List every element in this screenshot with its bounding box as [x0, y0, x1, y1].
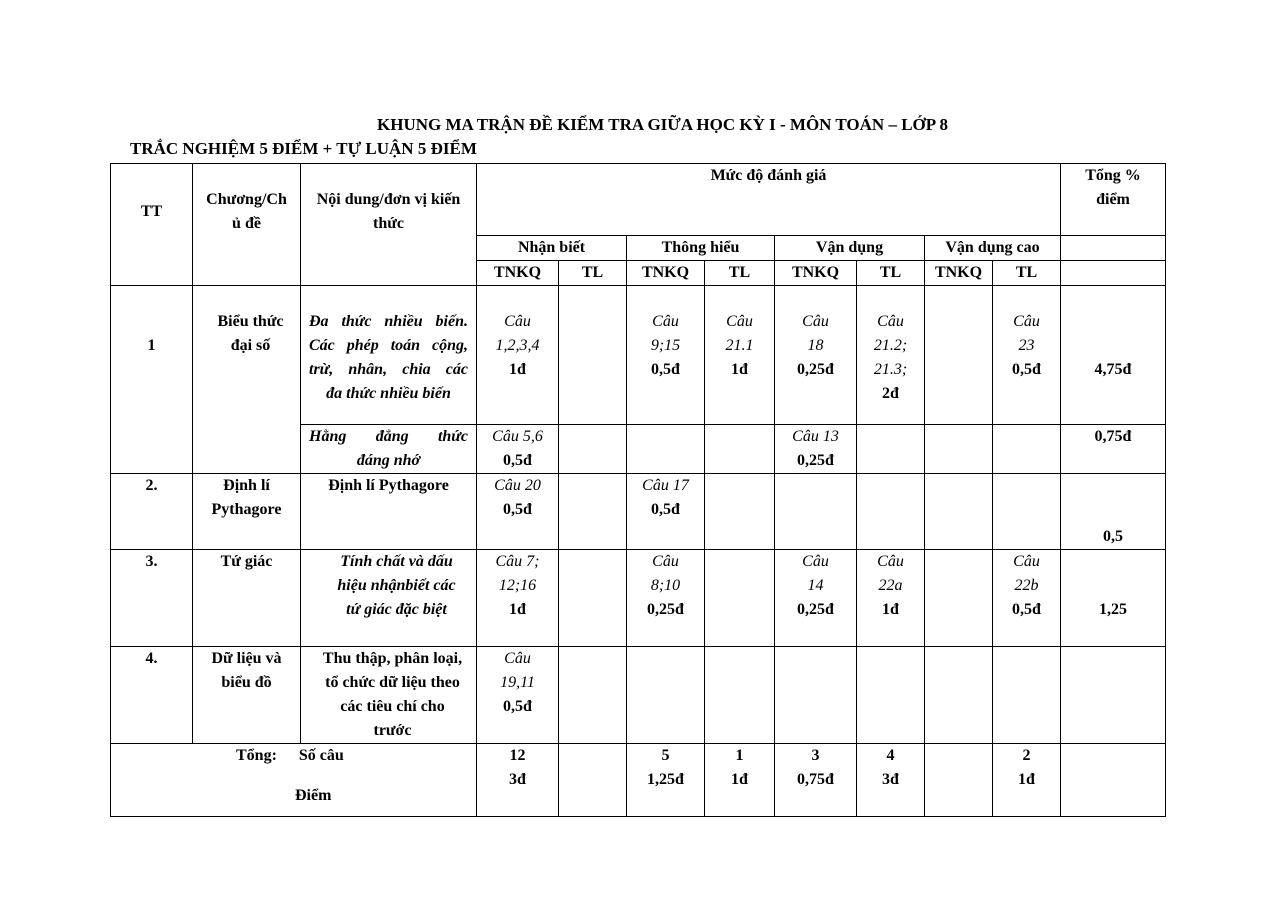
- row1-total: [1061, 286, 1166, 425]
- row1-chapter-line1: Biểu thức: [217, 313, 284, 330]
- header-total-line2: điểm: [1096, 191, 1130, 208]
- row2-th-tl: [705, 474, 775, 550]
- row3-chapter-text: Tứ giác: [220, 553, 273, 570]
- col-vd-tnkq: TNKQ: [775, 261, 857, 286]
- table-row: [111, 550, 1166, 647]
- row4-th-tnkq: [627, 647, 705, 744]
- total-total: [1061, 744, 1166, 817]
- total-count: 3: [811, 747, 820, 764]
- row4-chapter: [193, 647, 301, 744]
- cell-points: 0,5đ: [651, 501, 680, 518]
- row3-vdc-tl: [993, 550, 1061, 647]
- header-total-empty-2: [1061, 261, 1166, 286]
- total-count-label: Số câu: [298, 747, 344, 764]
- row1b-nb-tnkq: [477, 425, 559, 474]
- total-th-tl: [705, 744, 775, 817]
- header-chapter-line1: Chương/Ch: [206, 191, 287, 208]
- row4-content: [301, 647, 477, 744]
- row3-total-text: 1,25: [1099, 601, 1127, 618]
- cell-points: 0,5đ: [1012, 601, 1041, 618]
- row4-content-line: Thu thập, phân loại,: [322, 650, 463, 667]
- table-row: [111, 647, 1166, 744]
- total-points: 0,75đ: [797, 771, 834, 788]
- row1-nb-tnkq: [477, 286, 559, 425]
- total-vd-tl: [857, 744, 925, 817]
- cell-text: Câu: [504, 313, 531, 330]
- total-points: 3đ: [882, 771, 899, 788]
- total-count: 1: [735, 747, 744, 764]
- level-thong-hieu: Thông hiểu: [627, 236, 775, 261]
- cell-text: Câu: [877, 313, 904, 330]
- cell-text: 22b: [1014, 577, 1039, 594]
- row3-content-line: hiệu nhậnbiết các: [337, 577, 456, 594]
- row4-nb-tnkq: [477, 647, 559, 744]
- row1-content-line: đa thức nhiều biến: [326, 385, 451, 402]
- row2-vdc-tnkq: [925, 474, 993, 550]
- cell-points: 0,5đ: [503, 698, 532, 715]
- row2-total-text: 0,5: [1103, 528, 1123, 545]
- row4-vd-tnkq: [775, 647, 857, 744]
- cell-text: Câu 7;: [495, 553, 540, 570]
- row1b-content-line: Hằng đẳng thức: [309, 428, 468, 445]
- row2-chapter-line2: Pythagore: [211, 501, 282, 518]
- cell-points: 0,25đ: [797, 452, 834, 469]
- cell-text: Câu 17: [642, 477, 689, 494]
- cell-text: 12;16: [498, 577, 537, 594]
- row1-chapter-line2: đại số: [230, 337, 271, 354]
- cell-points: 0,25đ: [647, 601, 684, 618]
- table-row: [111, 474, 1166, 550]
- row1-th-tnkq: [627, 286, 705, 425]
- row1-content-line: Đa thức nhiều biến.: [309, 313, 468, 330]
- header-total-line1: Tổng %: [1085, 167, 1141, 184]
- cell-text: 19,11: [500, 674, 535, 691]
- row1b-th-tnkq: [627, 425, 705, 474]
- row3-content-line: tứ giác đặc biệt: [346, 601, 447, 618]
- row1-content: [301, 286, 477, 425]
- row1b-vd-tl: [857, 425, 925, 474]
- page-title: KHUNG MA TRẬN ĐỀ KIỂM TRA GIỮA HỌC KỲ I - MÔN TOÁN – LỚP 8: [377, 115, 948, 134]
- cell-text: Câu 20: [494, 477, 541, 494]
- row3-content-line: Tính chất và dấu: [340, 553, 453, 570]
- cell-text: Câu: [1013, 553, 1040, 570]
- level-nhan-biet: Nhận biết: [477, 236, 627, 261]
- row1b-total: [1061, 425, 1166, 474]
- cell-text: Câu: [1013, 313, 1040, 330]
- row1b-nb-tl: [559, 425, 627, 474]
- row1b-content: [301, 425, 477, 474]
- cell-text: Câu: [504, 650, 531, 667]
- col-vd-tl: TL: [857, 261, 925, 286]
- row1-vd-tl: [857, 286, 925, 425]
- assessment-matrix-table: [110, 163, 1166, 817]
- row4-nb-tl: [559, 647, 627, 744]
- cell-points: 1đ: [509, 601, 526, 618]
- row4-vdc-tl: [993, 647, 1061, 744]
- row1-vdc-tnkq: [925, 286, 993, 425]
- header-chapter-line2: ủ đề: [232, 215, 261, 232]
- row2-tt: [111, 474, 193, 550]
- row2-vd-tl: [857, 474, 925, 550]
- col-vdc-tnkq: TNKQ: [925, 261, 993, 286]
- cell-points: 1đ: [882, 601, 899, 618]
- row2-content-text: Định lí Pythagore: [328, 477, 449, 494]
- col-th-tnkq: TNKQ: [627, 261, 705, 286]
- cell-text: 9;15: [650, 337, 681, 354]
- total-count: 12: [509, 747, 526, 764]
- row4-vdc-tnkq: [925, 647, 993, 744]
- row1b-content-line: đáng nhớ: [356, 452, 421, 469]
- cell-points: 1đ: [731, 361, 748, 378]
- row4-total: [1061, 647, 1166, 744]
- row3-tt-text: 3.: [145, 553, 158, 570]
- row3-vdc-tnkq: [925, 550, 993, 647]
- row2-tt-text: 2.: [145, 477, 158, 494]
- total-points-label: Điểm: [295, 787, 332, 804]
- cell-text: 22a: [878, 577, 903, 594]
- cell-text: 21.3;: [873, 361, 908, 378]
- row1-content-line: Các phép toán cộng,: [309, 337, 468, 354]
- row2-content: [301, 474, 477, 550]
- total-points: 1đ: [1018, 771, 1035, 788]
- page-subtitle: TRẮC NGHIỆM 5 ĐIỂM + TỰ LUẬN 5 ĐIỂM: [130, 139, 477, 158]
- total-th-tnkq: [627, 744, 705, 817]
- level-van-dung: Vận dụng: [775, 236, 925, 261]
- row3-content: [301, 550, 477, 647]
- cell-points: 1đ: [509, 361, 526, 378]
- row1-tt: [111, 286, 193, 474]
- header-content-line1: Nội dung/đơn vị kiến: [316, 191, 461, 208]
- row4-th-tl: [705, 647, 775, 744]
- cell-text: 14: [807, 577, 824, 594]
- total-count: 2: [1022, 747, 1031, 764]
- cell-text: Câu: [652, 313, 679, 330]
- row4-content-line: trước: [373, 722, 412, 739]
- row3-tt: [111, 550, 193, 647]
- row1-chapter: [193, 286, 301, 474]
- header-levels: Mức độ đánh giá: [477, 164, 1061, 236]
- col-vdc-tl: TL: [993, 261, 1061, 286]
- row2-nb-tnkq: [477, 474, 559, 550]
- row3-th-tnkq: [627, 550, 705, 647]
- row2-total: [1061, 474, 1166, 550]
- row2-chapter: [193, 474, 301, 550]
- cell-points: 0,5đ: [503, 452, 532, 469]
- row3-nb-tnkq: [477, 550, 559, 647]
- cell-points: 0,5đ: [651, 361, 680, 378]
- cell-points: 0,25đ: [797, 601, 834, 618]
- row3-total: [1061, 550, 1166, 647]
- row1b-th-tl: [705, 425, 775, 474]
- header-row: [111, 164, 1166, 236]
- row3-vd-tl: [857, 550, 925, 647]
- cell-points: 0,5đ: [1012, 361, 1041, 378]
- row1-vdc-tl: [993, 286, 1061, 425]
- header-chapter: [193, 164, 301, 286]
- cell-text: 18: [807, 337, 824, 354]
- row1b-vd-tnkq: [775, 425, 857, 474]
- col-nb-tl: TL: [559, 261, 627, 286]
- total-label: Tổng:: [236, 747, 277, 764]
- row3-nb-tl: [559, 550, 627, 647]
- row4-content-line: các tiêu chí cho: [340, 698, 445, 715]
- row2-chapter-line1: Định lí: [223, 477, 270, 494]
- row1b-vdc-tl: [993, 425, 1061, 474]
- total-row: [111, 744, 1166, 817]
- total-vd-tnkq: [775, 744, 857, 817]
- cell-text: Câu: [802, 313, 829, 330]
- row2-th-tnkq: [627, 474, 705, 550]
- row1b-vdc-tnkq: [925, 425, 993, 474]
- cell-text: 1,2,3,4: [495, 337, 540, 354]
- row4-tt-text: 4.: [145, 650, 158, 667]
- cell-points: 0,25đ: [797, 361, 834, 378]
- row4-chapter-line1: Dữ liệu và: [211, 650, 282, 667]
- level-van-dung-cao: Vận dụng cao: [925, 236, 1061, 261]
- cell-text: Câu: [652, 553, 679, 570]
- cell-text: Câu: [802, 553, 829, 570]
- row2-nb-tl: [559, 474, 627, 550]
- total-points: 1đ: [731, 771, 748, 788]
- row4-chapter-line2: biểu đồ: [221, 674, 272, 691]
- total-count: 4: [886, 747, 895, 764]
- cell-text: Câu: [726, 313, 753, 330]
- row2-vd-tnkq: [775, 474, 857, 550]
- row1-tt-text: 1: [147, 337, 156, 354]
- row2-vdc-tl: [993, 474, 1061, 550]
- total-count: 5: [661, 747, 670, 764]
- cell-text: 21.2;: [873, 337, 908, 354]
- row3-th-tl: [705, 550, 775, 647]
- header-content-line2: thức: [373, 215, 404, 232]
- cell-text: 21.1: [725, 337, 754, 354]
- row3-chapter: [193, 550, 301, 647]
- cell-text: Câu 13: [792, 428, 839, 445]
- header-tt-text: TT: [140, 203, 163, 220]
- header-content: [301, 164, 477, 286]
- header-tt: [111, 164, 193, 286]
- cell-text: Câu 5,6: [492, 428, 543, 445]
- total-vdc-tnkq: [925, 744, 993, 817]
- row4-content-line: tổ chức dữ liệu theo: [325, 674, 460, 691]
- row4-vd-tl: [857, 647, 925, 744]
- row1-th-tl: [705, 286, 775, 425]
- total-points: 1,25đ: [647, 771, 684, 788]
- col-nb-tnkq: TNKQ: [477, 261, 559, 286]
- header-total: [1061, 164, 1166, 236]
- row1-content-line: trừ, nhân, chia các: [309, 361, 468, 378]
- row4-tt: [111, 647, 193, 744]
- row1b-total-text: 0,75đ: [1094, 428, 1132, 445]
- row1-total-text: 4,75đ: [1094, 361, 1132, 378]
- total-points: 3đ: [509, 771, 526, 788]
- cell-text: 8;10: [650, 577, 681, 594]
- total-nb-tnkq: [477, 744, 559, 817]
- col-th-tl: TL: [705, 261, 775, 286]
- cell-points: 2đ: [882, 385, 899, 402]
- total-label-cell: [111, 744, 477, 817]
- row3-vd-tnkq: [775, 550, 857, 647]
- row1-nb-tl: [559, 286, 627, 425]
- cell-points: 0,5đ: [503, 501, 532, 518]
- cell-text: 23: [1018, 337, 1035, 354]
- table-row: [111, 286, 1166, 425]
- total-nb-tl: [559, 744, 627, 817]
- cell-text: Câu: [877, 553, 904, 570]
- header-total-empty: [1061, 236, 1166, 261]
- row1-vd-tnkq: [775, 286, 857, 425]
- total-vdc-tl: [993, 744, 1061, 817]
